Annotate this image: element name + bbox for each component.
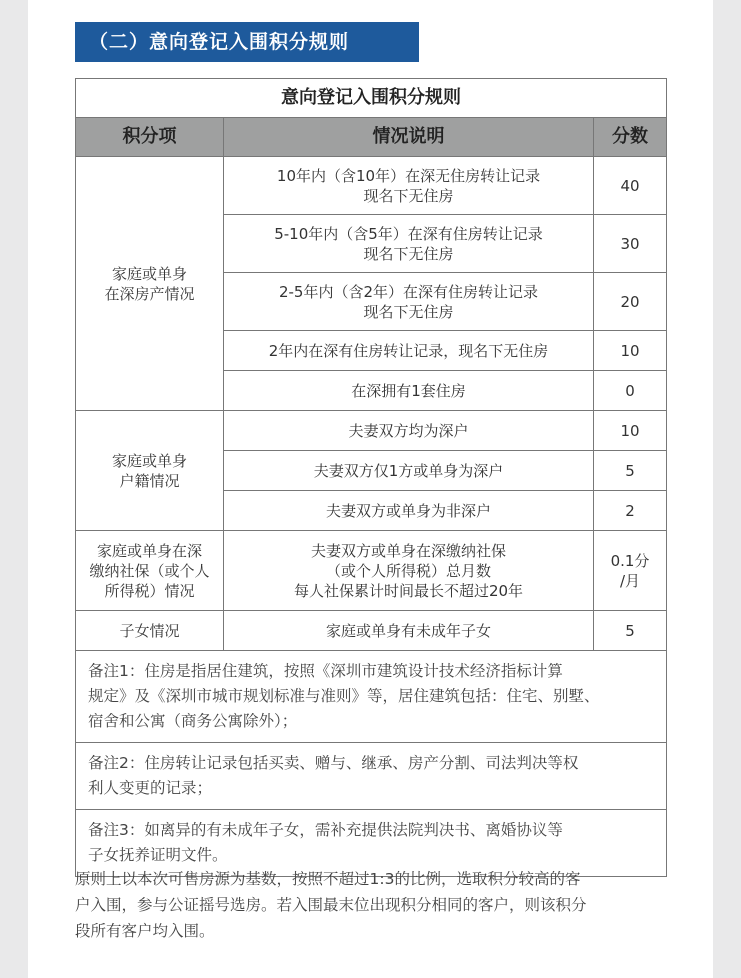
hukou-score-2: 5	[594, 451, 667, 491]
housing-desc-3: 2-5年内（含2年）在深有住房转让记录 现名下无住房	[224, 273, 594, 331]
housing-score-3: 20	[594, 273, 667, 331]
category-housing: 家庭或单身 在深房产情况	[76, 157, 224, 411]
scoring-rules-table	[75, 78, 667, 877]
hukou-desc-3: 夫妻双方或单身为非深户	[224, 491, 594, 531]
header-description: 情况说明	[224, 118, 594, 157]
table-row	[76, 157, 667, 215]
header-item: 积分项	[76, 118, 224, 157]
housing-desc-1: 10年内（含10年）在深无住房转让记录 现名下无住房	[224, 157, 594, 215]
table-caption: 意向登记入围积分规则	[76, 79, 667, 118]
table-row	[76, 611, 667, 651]
note-1: 备注1：住房是指居住建筑，按照《深圳市建筑设计技术经济指标计算 规定》及《深圳市城市规划标准与准则》等，居住建筑包括：住宅、别墅、 宿舍和公寓（商务公寓除外）；	[76, 651, 667, 743]
social-desc: 夫妻双方或单身在深缴纳社保 （或个人所得税）总月数 每人社保累计时间最长不超过20年	[224, 531, 594, 611]
table-row	[76, 651, 667, 743]
category-social-security: 家庭或单身在深 缴纳社保（或个人 所得税）情况	[76, 531, 224, 611]
note-2: 备注2：住房转让记录包括买卖、赠与、继承、房产分割、司法判决等权 利人变更的记录；	[76, 743, 667, 810]
hukou-score-3: 2	[594, 491, 667, 531]
housing-score-1: 40	[594, 157, 667, 215]
housing-desc-4: 2年内在深有住房转让记录，现名下无住房	[224, 331, 594, 371]
table-row	[76, 411, 667, 451]
footer-paragraph: 原则上以本次可售房源为基数，按照不超过1:3的比例，选取积分较高的客 户入围，参与公证摇号选房。若入围最末位出现积分相同的客户，则该积分 段所有客户均入围。	[75, 870, 587, 940]
category-children: 子女情况	[76, 611, 224, 651]
category-hukou: 家庭或单身 户籍情况	[76, 411, 224, 531]
table-row	[76, 531, 667, 611]
housing-score-5: 0	[594, 371, 667, 411]
children-score: 5	[594, 611, 667, 651]
header-score: 分数	[594, 118, 667, 157]
table-header-row	[76, 118, 667, 157]
housing-desc-5: 在深拥有1套住房	[224, 371, 594, 411]
section-title: （二）意向登记入围积分规则	[75, 22, 419, 62]
hukou-desc-2: 夫妻双方仅1方或单身为深户	[224, 451, 594, 491]
children-desc: 家庭或单身有未成年子女	[224, 611, 594, 651]
hukou-score-1: 10	[594, 411, 667, 451]
social-score: 0.1分 /月	[594, 531, 667, 611]
note-3: 备注3：如离异的有未成年子女，需补充提供法院判决书、离婚协议等 子女抚养证明文件。	[76, 810, 667, 877]
table-row	[76, 743, 667, 810]
hukou-desc-1: 夫妻双方均为深户	[224, 411, 594, 451]
housing-desc-2: 5-10年内（含5年）在深有住房转让记录 现名下无住房	[224, 215, 594, 273]
housing-score-2: 30	[594, 215, 667, 273]
housing-score-4: 10	[594, 331, 667, 371]
